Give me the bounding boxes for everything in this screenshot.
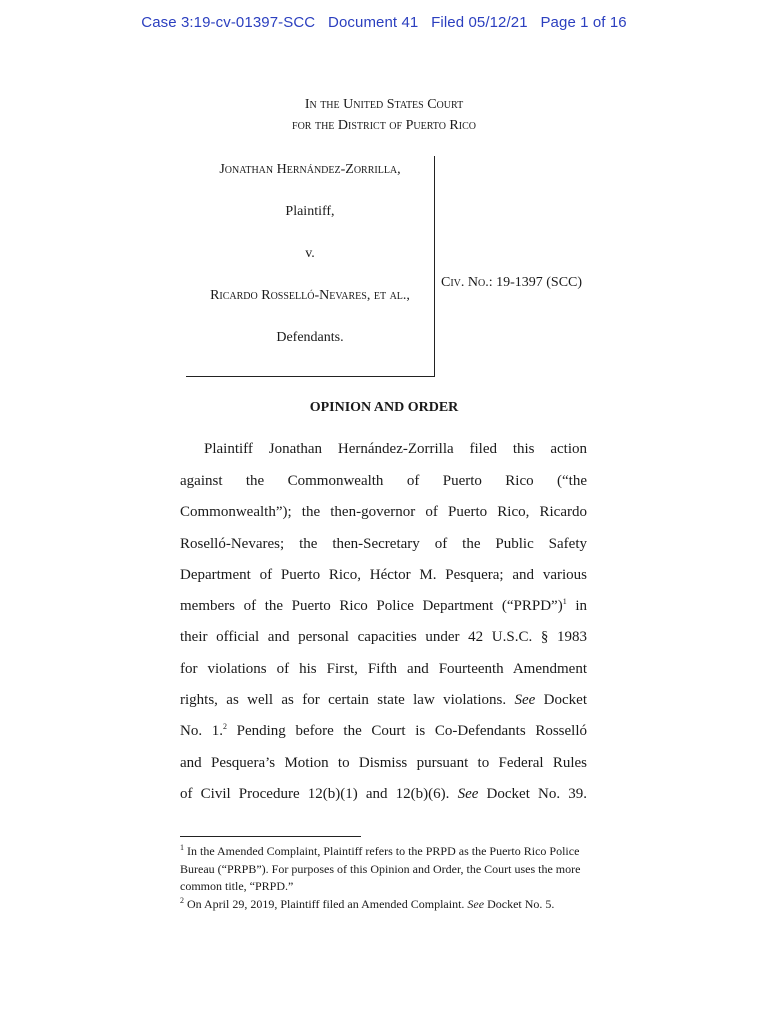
body-line: for violations of his First, Fifth and Fourteenth Amendment [180,661,587,677]
body-line [180,786,587,803]
body-text: in [566,598,587,614]
court-heading [0,94,768,136]
body-line: Roselló-Nevares; the then-Secretary of the Public Safety [180,536,587,552]
body-line [180,723,587,740]
footnote-text: On April 29, 2019, Plaintiff filed an Amended Complaint. [187,897,465,911]
caption-vertical-rule [434,156,435,377]
body-text: members of the Puerto Rico Police Department (“PRPD”) [180,598,563,614]
footnote-ref-1[interactable]: 1 [562,597,567,606]
body-text: Pending before the Court is Co-Defendants Rosselló [226,723,587,739]
body-line [180,692,587,709]
body-line [180,598,587,615]
filed-date: Filed 05/12/21 [431,14,528,31]
document-title: OPINION AND ORDER [309,400,459,415]
document-number: Document 41 [328,14,419,31]
body-text: Docket [535,692,587,708]
body-line: their official and personal capacities under 42 U.S.C. § 1983 [180,629,587,645]
body-text: No. 1. [180,723,223,739]
page-count: Page 1 of 16 [540,14,627,31]
body-text: of Civil Procedure 12(b)(1) and 12(b)(6). [180,786,450,802]
defendant-role: Defendants. [276,330,344,345]
footnote-ref-2[interactable]: 2 [222,722,227,731]
footnote-1 [180,843,587,896]
body-line: and Pesquera’s Motion to Dismiss pursuant to Federal Rules [180,755,587,771]
court-line-2: for the District of Puerto Rico [292,118,476,133]
body-line: against the Commonwealth of Puerto Rico (“the [180,473,587,489]
case-number: Case 3:19-cv-01397-SCC [141,14,316,31]
plaintiff-role: Plaintiff, [285,204,335,219]
ecf-header-stamp [0,14,768,31]
footnote-separator [180,836,361,837]
body-text: rights, as well as for certain state law violations. [180,692,507,708]
see-signal: See [457,786,479,802]
body-text: Docket No. 39. [478,786,587,802]
see-signal: See [467,897,485,911]
plaintiff-name: Jonathan Hernández-Zorrilla, [219,162,401,177]
body-line: Commonwealth”); the then-governor of Puerto Rico, Ricardo [180,504,587,520]
footnote-mark: 2 [180,896,184,905]
body-line: Plaintiff Jonathan Hernández-Zorrilla filed this action [204,441,587,457]
see-signal: See [514,692,536,708]
defendant-name: Ricardo Rosselló-Nevares, et al., [210,288,410,303]
footnote-text: In the Amended Complaint, Plaintiff refers to the PRPD as the Puerto Rico Police Bureau (“PRPB”). For purposes of this Opinion and Order, the Court uses the more common title, “PRPD.” [180,844,581,893]
footnote-text: Docket No. 5. [484,897,555,911]
civil-number: Civ. No.: 19-1397 (SCC) [441,275,583,290]
footnote-2 [180,896,587,914]
body-line: Department of Puerto Rico, Héctor M. Pesquera; and various [180,567,587,583]
versus: v. [305,246,315,261]
caption-horizontal-rule [186,376,435,377]
court-line-1: In the United States Court [304,97,464,112]
footnote-mark: 1 [180,843,184,852]
